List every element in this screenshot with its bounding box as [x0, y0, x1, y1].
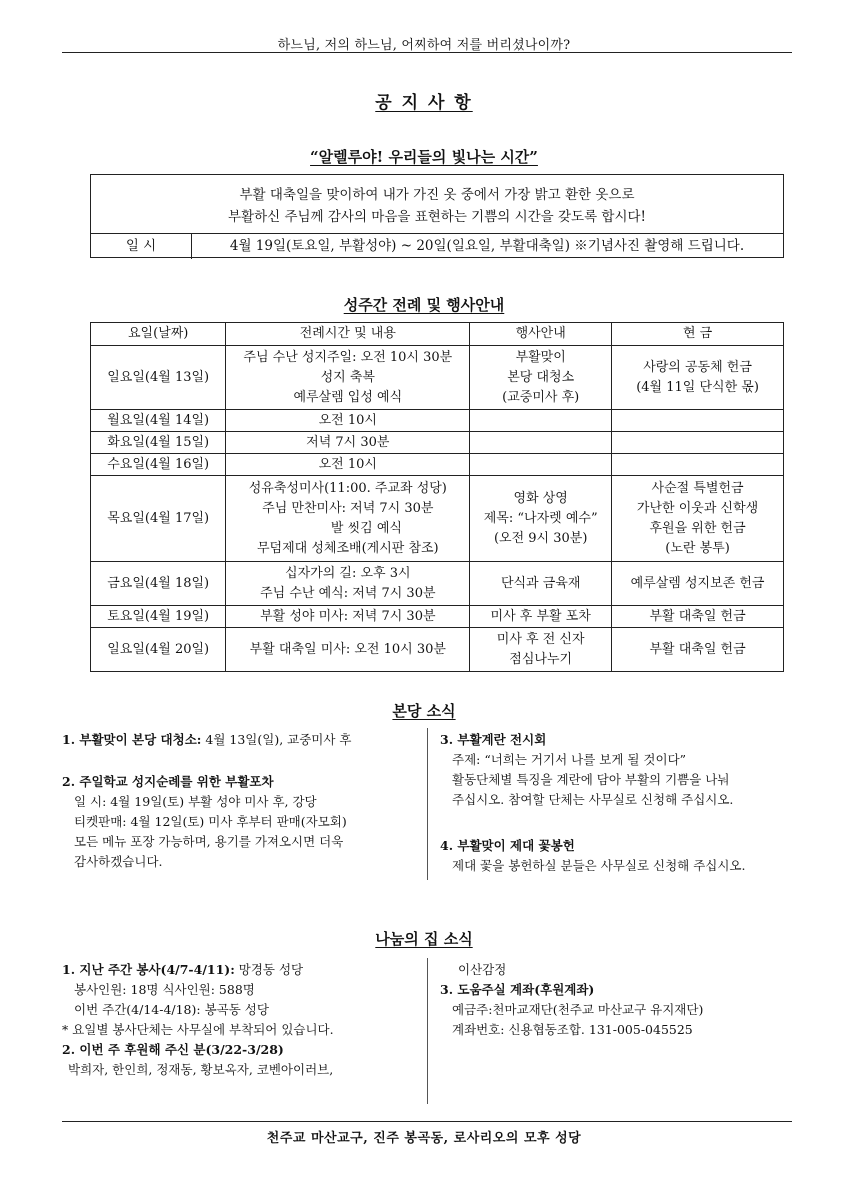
parish-item-4 — [440, 836, 792, 876]
header-event: 행사안내 — [470, 323, 612, 346]
offering-line: 사랑의 공동체 헌금 — [643, 359, 752, 375]
sharing-news-title: 나눔의 집 소식 — [375, 930, 473, 948]
table-row — [91, 606, 784, 628]
sharing-item-1-line: 이번 주간(4/14-4/18): 봉곡동 성당 — [74, 1002, 269, 1017]
schedule-body — [91, 346, 784, 672]
event-line: (오전 9시 30분) — [493, 530, 588, 546]
liturgy-line: 주님 수난 예식: 저녁 7시 30분 — [260, 585, 436, 601]
liturgy-line: 주님 수난 성지주일: 오전 10시 30분 — [243, 349, 453, 365]
table-row — [91, 346, 784, 410]
sharing-news-divider — [427, 958, 428, 1104]
offering-cell — [612, 606, 784, 628]
parish-item-3-line: 주제: “너희는 거기서 나를 보게 될 것이다” — [452, 752, 687, 767]
day-cell: 일요일(4월 20일) — [91, 628, 226, 672]
table-row — [91, 476, 784, 562]
liturgy-cell — [226, 454, 470, 476]
offering-line: (노란 봉투) — [665, 540, 730, 556]
offering-line: 사순절 특별헌금 — [651, 480, 744, 496]
sharing-item-2-line: 박희자, 한인희, 정재동, 황보옥자, 코벤아이러브, — [68, 1062, 334, 1077]
day-cell: 토요일(4월 19일) — [91, 606, 226, 628]
offering-cell — [612, 454, 784, 476]
sharing-note: * 요일별 봉사단체는 사무실에 부착되어 있습니다. — [62, 1022, 334, 1037]
table-row — [91, 454, 784, 476]
sharing-item-1-head: 1. 지난 주간 봉사(4/7-4/11): — [62, 962, 235, 977]
parish-item-2 — [62, 772, 422, 872]
event-cell — [470, 606, 612, 628]
page-footer: 천주교 마산교구, 진주 봉곡동, 로사리오의 모후 성당 — [266, 1131, 582, 1146]
schedule-table — [90, 322, 784, 672]
liturgy-cell — [226, 562, 470, 606]
sharing-item-3-line: 예금주:천마교재단(천주교 마산교구 유지재단) — [452, 1002, 704, 1017]
parish-item-1-text: 4월 13일(일), 교중미사 후 — [201, 732, 352, 747]
offering-cell — [612, 562, 784, 606]
liturgy-line: 저녁 7시 30분 — [306, 434, 390, 450]
event-cell — [470, 346, 612, 410]
notice-title: 공 지 사 항 — [375, 93, 473, 113]
parish-item-4-line: 제대 꽃을 봉헌하실 분들은 사무실로 신청해 주십시오. — [452, 858, 746, 873]
intro-date-row — [91, 233, 783, 259]
offering-line: 예루살렘 성지보존 헌금 — [630, 575, 765, 591]
sharing-item-3-head: 3. 도움주실 계좌(후원계좌) — [440, 982, 595, 997]
liturgy-line: 예루살렘 입성 예식 — [293, 389, 403, 405]
event-line: 단식과 금육재 — [500, 575, 581, 591]
event-line: 제목: “나자렛 예수” — [483, 510, 598, 526]
event-cell — [470, 410, 612, 432]
liturgy-cell — [226, 432, 470, 454]
parish-item-1 — [62, 730, 422, 750]
event-cell — [470, 432, 612, 454]
offering-line: 부활 대축일 헌금 — [649, 608, 746, 624]
liturgy-cell — [226, 476, 470, 562]
parish-item-3-head: 3. 부활계란 전시회 — [440, 732, 547, 747]
liturgy-cell — [226, 346, 470, 410]
parish-news-title: 본당 소식 — [392, 702, 456, 720]
page-header: 하느님, 저의 하느님, 어찌하여 저를 버리셨나이까? — [277, 38, 571, 53]
liturgy-cell — [226, 628, 470, 672]
event-line: (교중미사 후) — [502, 389, 580, 405]
liturgy-cell — [226, 410, 470, 432]
parish-item-2-line: 일 시: 4월 19일(토) 부활 성야 미사 후, 강당 — [74, 794, 317, 809]
parish-news-divider — [427, 728, 428, 880]
liturgy-line: 부활 대축일 미사: 오전 10시 30분 — [249, 641, 446, 657]
day-cell: 수요일(4월 16일) — [91, 454, 226, 476]
schedule-title: 성주간 전례 및 행사안내 — [343, 296, 505, 314]
day-cell: 금요일(4월 18일) — [91, 562, 226, 606]
liturgy-line: 오전 10시 — [318, 412, 377, 428]
table-row — [91, 562, 784, 606]
day-cell: 일요일(4월 13일) — [91, 346, 226, 410]
sharing-item-1-text: 망경동 성당 — [234, 962, 304, 977]
sharing-item-2-continued: 이산감정 — [458, 962, 507, 977]
intro-line-2: 부활하신 주님께 감사의 마음을 표현하는 기쁨의 시간을 갖도록 합시다! — [228, 209, 646, 225]
sharing-item-3-line: 계좌번호: 신용협동조합. 131-005-045525 — [452, 1022, 693, 1037]
offering-line: 가난한 이웃과 신학생 — [636, 500, 759, 516]
parish-item-3-line: 활동단체별 특징을 계란에 담아 부활의 기쁨을 나눠 — [452, 772, 730, 787]
event-line: 점심나누기 — [509, 651, 573, 667]
intro-date-value: 4월 19일(토요일, 부활성야) ~ 20일(일요일, 부활대축일) ※기념사진 촬영해 드립니다. — [229, 238, 745, 254]
event-line: 미사 후 부활 포차 — [490, 608, 591, 624]
offering-cell — [612, 432, 784, 454]
liturgy-line: 무덤제대 성체조배(게시판 참조) — [256, 540, 439, 556]
offering-cell — [612, 346, 784, 410]
sharing-item-2-head: 2. 이번 주 후원해 주신 분(3/22-3/28) — [62, 1042, 284, 1057]
sharing-item-1-line: 봉사인원: 18명 식사인원: 588명 — [74, 982, 255, 997]
table-row — [91, 410, 784, 432]
offering-line: 부활 대축일 헌금 — [649, 641, 746, 657]
event-line: 영화 상영 — [513, 490, 568, 506]
event-line: 미사 후 전 신자 — [496, 631, 585, 647]
event-cell — [470, 476, 612, 562]
intro-line-1: 부활 대축일을 맞이하여 내가 가진 옷 중에서 가장 밝고 환한 옷으로 — [239, 187, 635, 203]
parish-item-2-line: 모든 메뉴 포장 가능하며, 용기를 가져오시면 더욱 — [74, 834, 344, 849]
header-liturgy: 전례시간 및 내용 — [226, 323, 470, 346]
liturgy-line: 성지 축복 — [320, 369, 375, 385]
table-header-row — [91, 323, 784, 346]
day-cell: 월요일(4월 14일) — [91, 410, 226, 432]
parish-item-2-line: 티켓판매: 4월 12일(토) 미사 후부터 판매(자모회) — [74, 814, 347, 829]
sharing-item-3 — [440, 960, 792, 1040]
event-cell — [470, 628, 612, 672]
header-day: 요일(날짜) — [91, 323, 226, 346]
event-cell — [470, 454, 612, 476]
event-cell — [470, 562, 612, 606]
offering-cell — [612, 476, 784, 562]
day-cell: 목요일(4월 17일) — [91, 476, 226, 562]
event-line: 본당 대청소 — [507, 369, 575, 385]
intro-date-label: 일 시 — [91, 234, 192, 259]
intro-title: “알렐루야! 우리들의 빛나는 시간” — [310, 148, 538, 166]
offering-line: (4월 11일 단식한 몫) — [636, 379, 759, 395]
day-cell: 화요일(4월 15일) — [91, 432, 226, 454]
parish-item-3-line: 주십시오. 참여할 단체는 사무실로 신청해 주십시오. — [452, 792, 734, 807]
parish-item-3 — [440, 730, 792, 810]
footer-divider — [62, 1121, 792, 1122]
table-row — [91, 432, 784, 454]
offering-cell — [612, 628, 784, 672]
offering-cell — [612, 410, 784, 432]
liturgy-line: 오전 10시 — [318, 456, 377, 472]
liturgy-line: 십자가의 길: 오후 3시 — [285, 565, 411, 581]
parish-item-2-head: 2. 주일학교 성지순례를 위한 부활포차 — [62, 774, 274, 789]
parish-item-4-head: 4. 부활맞이 제대 꽃봉헌 — [440, 838, 575, 853]
parish-item-1-head: 1. 부활맞이 본당 대청소: — [62, 732, 202, 747]
sharing-item-1 — [62, 960, 422, 1080]
table-row — [91, 628, 784, 672]
offering-line: 후원을 위한 헌금 — [649, 520, 746, 536]
header-offering: 현 금 — [612, 323, 784, 346]
liturgy-line: 부활 성야 미사: 저녁 7시 30분 — [260, 608, 436, 624]
liturgy-cell — [226, 606, 470, 628]
liturgy-line: 발 씻김 예식 — [293, 520, 402, 536]
parish-item-2-line: 감사하겠습니다. — [74, 854, 163, 869]
event-line: 부활맞이 — [515, 349, 566, 365]
header-divider — [62, 52, 792, 53]
intro-box — [90, 174, 784, 258]
liturgy-line: 성유축성미사(11:00. 주교좌 성당) — [248, 480, 447, 496]
liturgy-line: 주님 만찬미사: 저녁 7시 30분 — [262, 500, 434, 516]
